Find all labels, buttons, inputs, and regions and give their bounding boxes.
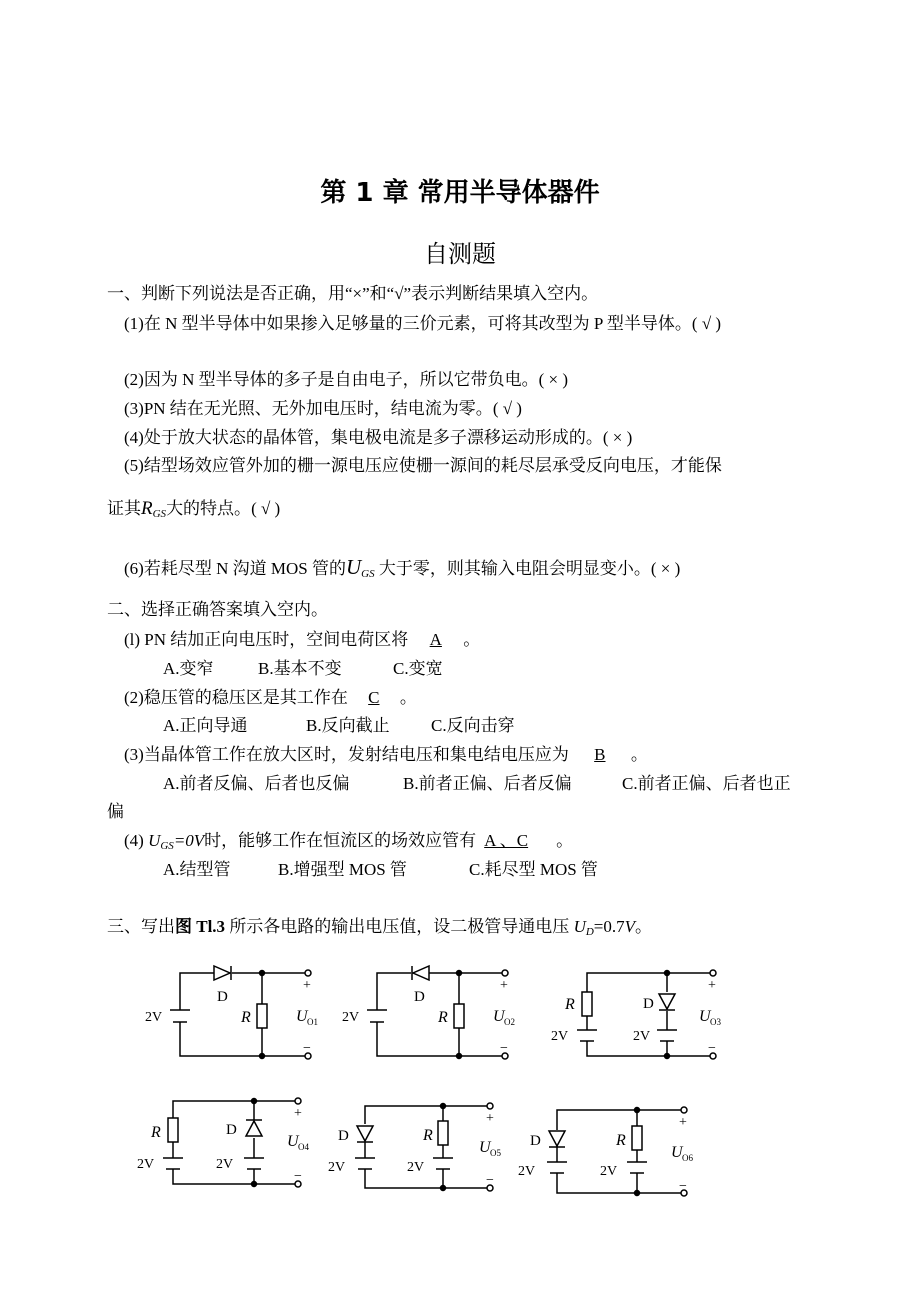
q1-option-b: B.基本不变: [258, 659, 342, 678]
resistor-label: R: [616, 1132, 626, 1149]
q2-option-a: A.正向导通: [163, 716, 248, 735]
resistor-label: R: [438, 1009, 448, 1026]
u-label: U: [699, 1008, 711, 1025]
source-label: 2V: [633, 1029, 651, 1044]
source-label: 2V: [216, 1157, 234, 1172]
minus-label: −: [679, 1179, 687, 1194]
u-label: U: [493, 1008, 505, 1025]
item-mark: ( √ ): [492, 399, 522, 418]
plus-label: +: [486, 1111, 494, 1126]
source-label: 2V: [551, 1029, 569, 1044]
part1-item-5: (5)结型场效应管外加的栅一源电压应使栅一源间的耗尽层承受反向电压，才能保: [124, 456, 722, 475]
item-text: (1)在 N 型半导体中如果掺入足够量的三价元素，可将其改型为 P 型半导体。: [124, 314, 692, 333]
circuit-uo5: [355, 1103, 493, 1191]
diode-label: D: [217, 989, 228, 1005]
plus-label: +: [303, 978, 311, 993]
source-label: 2V: [328, 1160, 346, 1175]
heading-end: 。: [635, 917, 653, 936]
minus-label: −: [708, 1041, 716, 1056]
item-pre: (6)若耗尽型 N 沟道 MOS 管的: [124, 559, 346, 578]
page-subtitle: 自测题: [424, 240, 496, 268]
q-pre: (4): [124, 831, 149, 850]
symbol: U: [345, 555, 362, 579]
q1-option-c: C.变宽: [393, 659, 443, 678]
resistor-label: R: [423, 1127, 433, 1144]
part2-heading: 二、选择正确答案填入空内。: [107, 600, 328, 619]
q3-option-c: C.前者正偏、后者也正: [622, 774, 791, 793]
output-sub: O4: [298, 1142, 309, 1152]
plus-label: +: [708, 978, 716, 993]
q2-option-c: C.反向击穿: [431, 716, 515, 735]
q4-option-c: C.耗尽型 MOS 管: [469, 860, 598, 879]
output-sub: O5: [490, 1148, 501, 1158]
u-label: U: [671, 1144, 683, 1161]
q-end: 。: [556, 831, 574, 850]
plus-label: +: [294, 1106, 302, 1121]
q-end: 。: [630, 745, 648, 764]
symbol-sub: GS: [152, 508, 167, 520]
source-label: 2V: [145, 1010, 163, 1025]
q4-option-b: B.增强型 MOS 管: [278, 860, 407, 879]
q-stem: (2)稳压管的稳压区是其工作在: [124, 688, 348, 707]
symbol-sub: D: [585, 926, 594, 938]
q3-option-b: B.前者正偏、后者反偏: [403, 774, 572, 793]
diode-label: D: [643, 996, 654, 1012]
item-cont-post: 大的特点。: [166, 499, 252, 518]
figure-ref: 图 Tl.3: [175, 917, 226, 936]
page-title: 第 1 章 常用半导体器件: [320, 178, 600, 208]
source-label: 2V: [600, 1164, 618, 1179]
symbol: U: [573, 917, 586, 936]
q2-option-b: B.反向截止: [306, 716, 390, 735]
item-cont-pre: 证其: [107, 499, 141, 518]
item-text: (2)因为 N 型半导体的多子是自由电子，所以它带负电。: [124, 370, 539, 389]
part1-heading: 一、判断下列说法是否正确，用“×”和“√”表示判断结果填入空内。: [107, 284, 599, 303]
resistor-label: R: [241, 1009, 251, 1026]
output-sub: O2: [504, 1017, 515, 1027]
q4-option-a: A.结型管: [163, 860, 231, 879]
plus-label: +: [679, 1115, 687, 1130]
source-label: 2V: [518, 1164, 536, 1179]
minus-label: −: [303, 1041, 311, 1056]
item-text: (4)处于放大状态的晶体管，集电极电流是多子漂移运动形成的。: [124, 428, 603, 447]
output-sub: O6: [682, 1153, 693, 1163]
item-mark: ( √ ): [251, 499, 281, 518]
q-answer: A: [429, 630, 442, 649]
circuit-uo3: [577, 970, 716, 1059]
diode-label: D: [226, 1122, 237, 1138]
minus-label: −: [486, 1173, 494, 1188]
q-stem: (3)当晶体管工作在放大区时，发射结电压和集电结电压应为: [124, 745, 569, 764]
symbol-sub: GS: [160, 840, 174, 852]
q-eq: =0V: [173, 831, 205, 850]
plus-label: +: [500, 978, 508, 993]
item-mark: ( √ ): [691, 314, 722, 333]
heading-pre: 三、写出: [107, 917, 175, 936]
item-mark: ( × ): [650, 559, 681, 578]
q1-option-a: A.变窄: [163, 659, 214, 678]
circuit-uo4: [163, 1098, 301, 1187]
q-stem: 时，能够工作在恒流区的场效应管有: [204, 831, 477, 850]
output-sub: O3: [710, 1017, 721, 1027]
item-text: (3)PN 结在无光照、无外加电压时，结电流为零。: [124, 399, 493, 418]
diode-label: D: [338, 1128, 349, 1144]
item-post: 大于零，则其输入电阻会明显变小。: [374, 559, 651, 578]
q-end: 。: [399, 688, 417, 707]
heading-mid: 所示各电路的输出电压值，设二极管导通电压: [225, 917, 574, 936]
heading-unit: V: [624, 917, 636, 936]
q-end: 。: [463, 630, 481, 649]
q-answer: A 、C: [484, 831, 529, 850]
symbol: U: [148, 831, 161, 850]
resistor-label: R: [565, 996, 575, 1013]
u-label: U: [287, 1133, 299, 1150]
q-stem: (l) PN 结加正向电压时，空间电荷区将: [124, 630, 409, 649]
diode-label: D: [530, 1133, 541, 1149]
u-label: U: [479, 1139, 491, 1156]
source-label: 2V: [137, 1157, 155, 1172]
source-label: 2V: [342, 1010, 360, 1025]
resistor-label: R: [151, 1124, 161, 1141]
source-label: 2V: [407, 1160, 425, 1175]
output-sub: O1: [307, 1017, 318, 1027]
q-answer: B: [594, 745, 606, 764]
symbol-sub: GS: [361, 568, 375, 580]
heading-post: =0.7: [593, 917, 625, 936]
symbol: R: [141, 498, 153, 519]
q3-wrap: 偏: [107, 802, 124, 821]
minus-label: −: [294, 1169, 302, 1184]
circuit-uo6: [547, 1107, 687, 1196]
u-label: U: [296, 1008, 308, 1025]
diode-label: D: [414, 989, 425, 1005]
item-mark: ( × ): [602, 428, 633, 447]
q-answer: C: [368, 688, 380, 707]
q3-option-a: A.前者反偏、后者也反偏: [163, 774, 350, 793]
minus-label: −: [500, 1041, 508, 1056]
item-mark: ( × ): [538, 370, 569, 389]
